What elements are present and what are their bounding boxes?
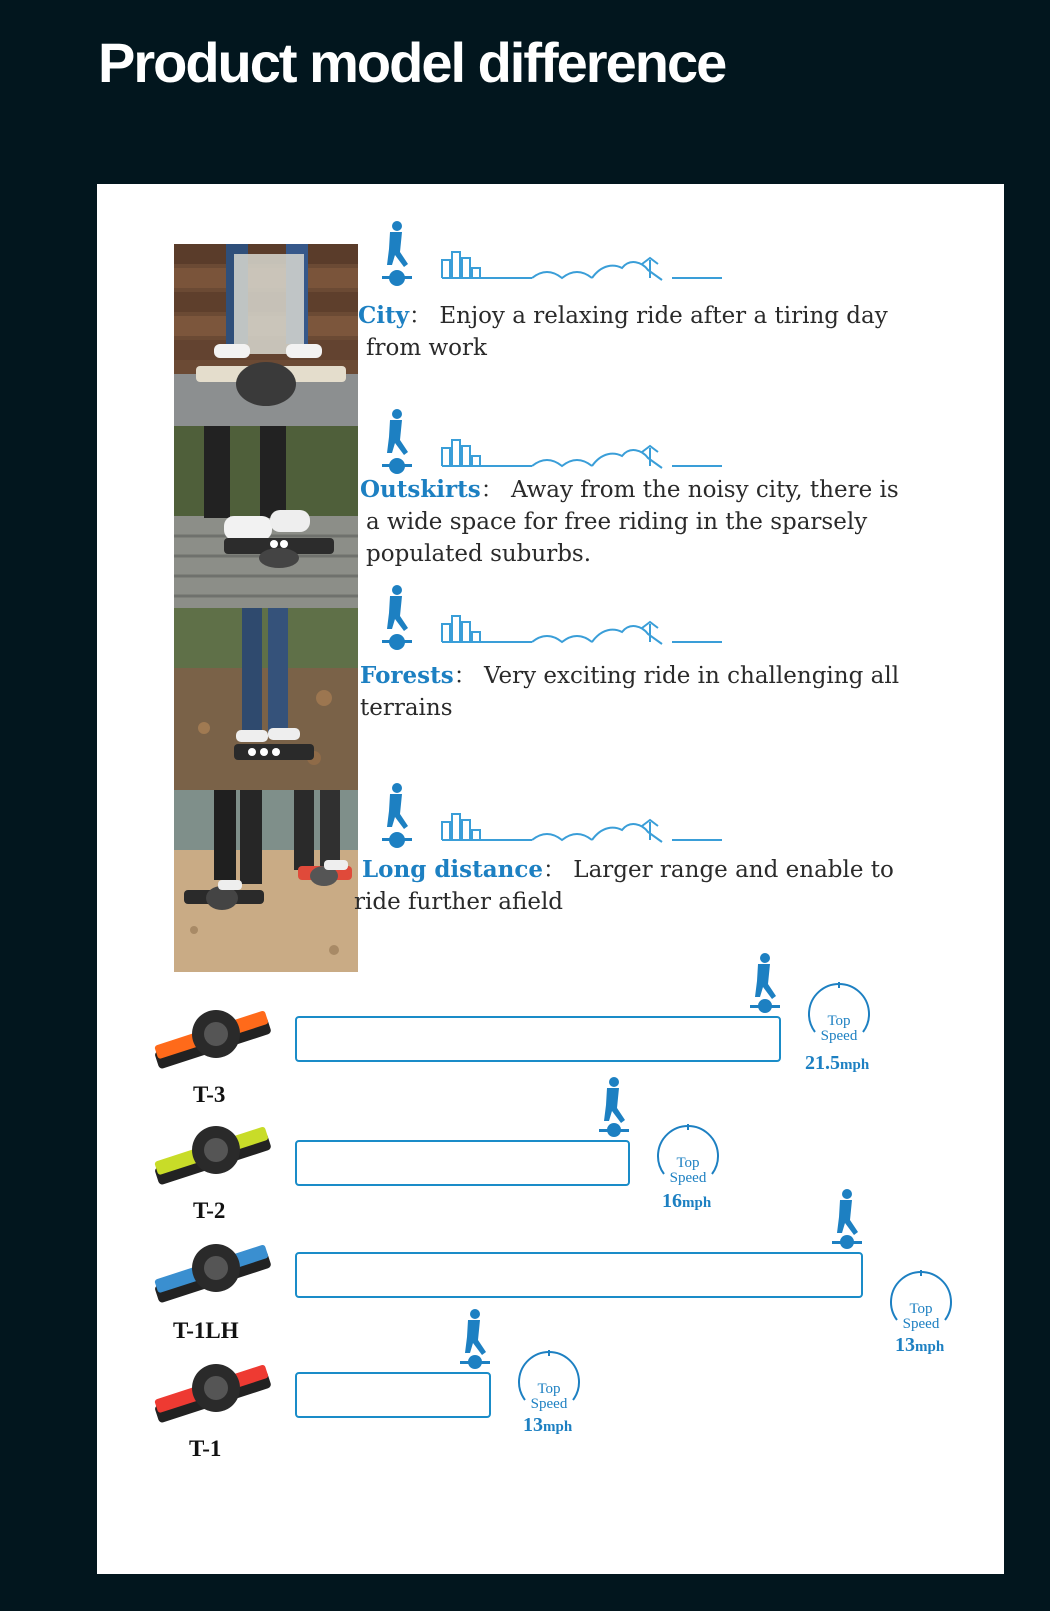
riding-scenery-icon <box>380 782 740 854</box>
range-bar-t1lh <box>295 1252 863 1298</box>
scene-description-city: City： Enjoy a relaxing ride after a tiring day from work <box>358 302 888 361</box>
riding-scenery-icon <box>380 220 740 292</box>
riding-scenery-icon <box>380 408 740 480</box>
scene-name-forests: Forests <box>360 662 454 689</box>
top-speed-t1lh: 13mph <box>895 1334 945 1356</box>
model-label-t2: T-2 <box>193 1198 226 1223</box>
rider-marker-t2-icon <box>596 1076 632 1138</box>
scene-description-outskirts: Outskirts： Away from the noisy city, there is a wide space for free riding in the sparsely populated suburbs. <box>360 476 899 567</box>
top-speed-t3: 21.5mph <box>805 1052 870 1074</box>
outskirts-riding-photo <box>174 426 358 608</box>
city-riding-photo <box>174 244 358 426</box>
range-bar-t2 <box>295 1140 630 1186</box>
scene-name-long-distance: Long distance <box>362 856 543 883</box>
rider-marker-t1lh-icon <box>829 1188 865 1250</box>
scene-description-forests: Forests： Very exciting ride in challenging all terrains <box>360 662 900 721</box>
model-label-t1: T-1 <box>189 1436 222 1461</box>
content-panel: City： Enjoy a relaxing ride after a tiring day from work Outskirts： Away from the noisy city, there is a wide space for free riding in the sparsely populated suburbs. Forests： Very exciting ride in challenging all terrains Long distance： Larger range and enable to ride further afield T-3 Top Speed 21.5mph T-2 Top Speed 16mph T-1LH Top Speed 13mph T-1 Top Speed 13mph <box>97 184 1004 1574</box>
riding-scenery-icon <box>380 584 740 656</box>
t1lh-board-image <box>152 1230 277 1310</box>
scene-name-city: City <box>358 302 410 329</box>
page-title: Product model difference <box>98 31 726 94</box>
top-speed-t1: 13mph <box>523 1414 573 1436</box>
t1-board-image <box>152 1350 277 1430</box>
rider-marker-t1-icon <box>457 1308 493 1370</box>
model-label-t3: T-3 <box>193 1082 226 1107</box>
t3-board-image <box>152 996 277 1076</box>
range-bar-t3 <box>295 1016 781 1062</box>
scene-description-long-distance: Long distance： Larger range and enable to ride further afield <box>354 856 894 915</box>
scene-name-outskirts: Outskirts <box>360 476 481 503</box>
top-speed-t2: 16mph <box>662 1190 712 1212</box>
long-distance-riding-photo <box>174 790 358 972</box>
range-bar-t1 <box>295 1372 491 1418</box>
rider-marker-t3-icon <box>747 952 783 1014</box>
forests-riding-photo <box>174 608 358 790</box>
model-label-t1lh: T-1LH <box>173 1318 239 1343</box>
t2-board-image <box>152 1112 277 1192</box>
